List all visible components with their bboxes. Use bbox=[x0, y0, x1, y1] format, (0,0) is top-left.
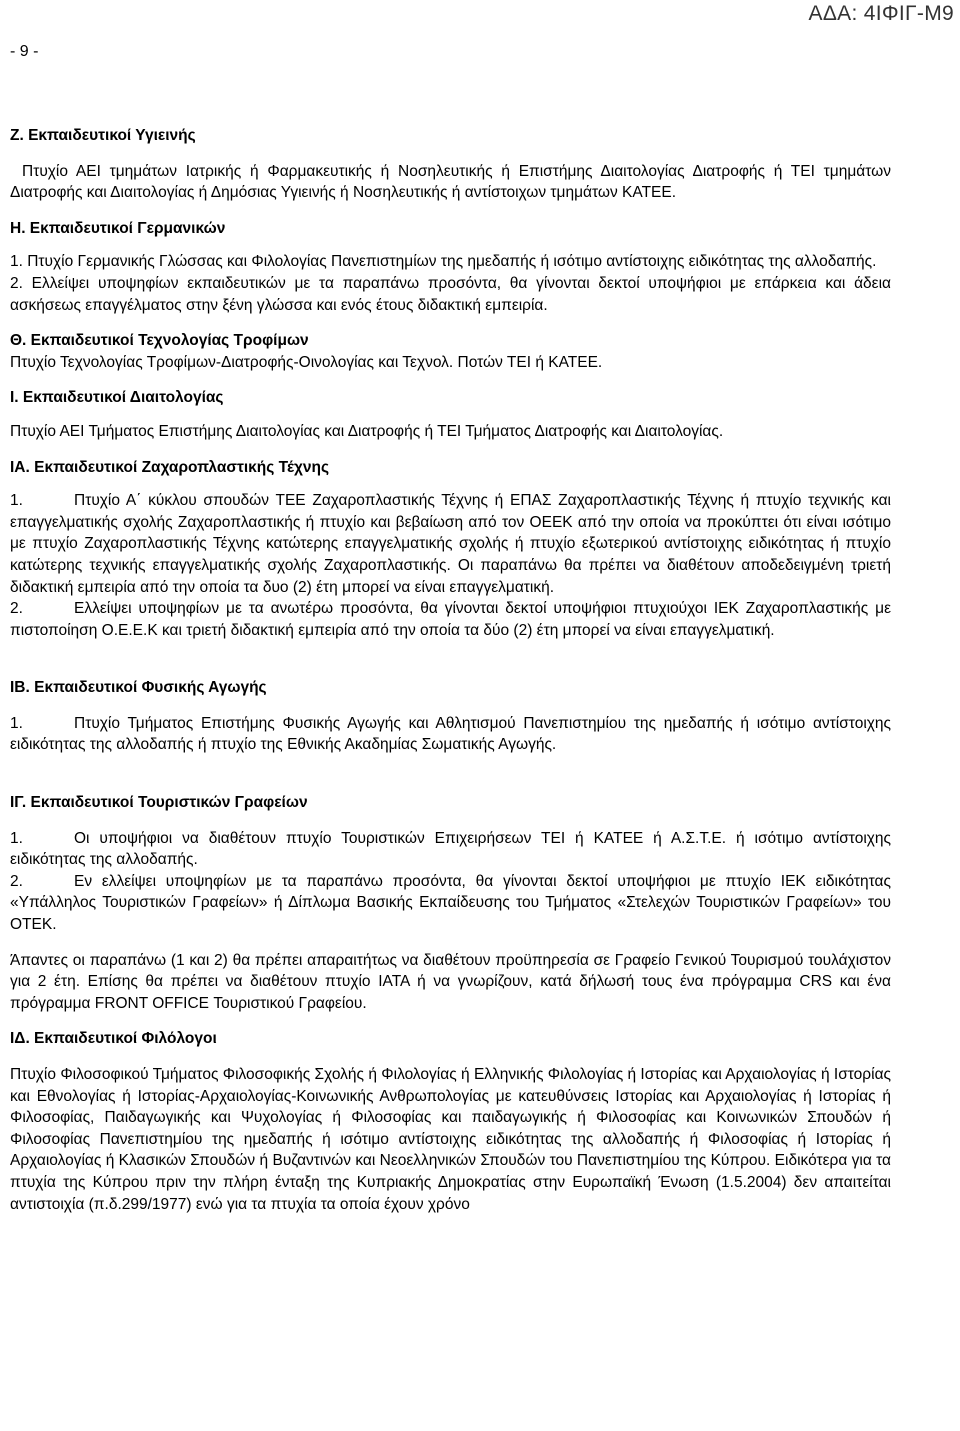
section-h-item-2: 2. Ελλείψει υποψηφίων εκπαιδευτικών με τα παραπάνω προσόντα, θα γίνονται δεκτοί υποψήφιοι με επάρκεια και άδεια ασκήσεως επαγγέλματος στην ξένη γλώσσα και ενός έτους διδακτική εμπειρία. bbox=[10, 274, 891, 314]
section-ib-item-1 bbox=[10, 713, 891, 756]
item-text: Εν ελλείψει υποψηφίων με τα παραπάνω προσόντα, θα γίνονται δεκτοί υποψήφιοι με πτυχίο ΙΕΚ ειδικότητας «Υπάλληλος Τουριστικών Γραφείων» ή Δίπλωμα Βασικής Εκπαίδευσης του Τμήματος «Στελεχών Τουριστικών Γραφείων» του ΟΤΕΚ. bbox=[10, 872, 891, 934]
section-title-ia: ΙΑ. Εκπαιδευτικοί Ζαχαροπλαστικής Τέχνης bbox=[10, 458, 330, 476]
item-number: 1. bbox=[10, 829, 23, 847]
item-number: 2. bbox=[10, 600, 23, 618]
section-text-z: Πτυχίο ΑΕΙ τμημάτων Ιατρικής ή Φαρμακευτικής ή Νοσηλευτικής ή Επιστήμης Διαιτολογίας Διατροφής ή ΤΕΙ τμημάτων Διατροφής και Διαιτολογίας ή Δημόσιας Υγιεινής ή Νοσηλευτικής ή αντίστοιχων τμημάτων ΚΑΤΕΕ. bbox=[10, 162, 891, 202]
item-text: Ελλείψει υποψηφίων με τα ανωτέρω προσόντα, θα γίνονται δεκτοί υποψήφιοι πτυχιούχοι ΙΕΚ Ζαχαροπλαστικής με πιστοποίηση Ο.Ε.Ε.Κ και τριετή διδακτική εμπειρία από την οποία τα δύο (2) έτη μπορεί να είναι επαγγελματική. bbox=[10, 600, 891, 639]
section-ig-note: Άπαντες οι παραπάνω (1 και 2) θα πρέπει απαραιτήτως να διαθέτουν προϋπηρεσία σε Γραφείο Γενικού Τουρισμού τουλάχιστον για 2 έτη. Επίσης θα πρέπει να διαθέτουν πτυχίο ΙΑΤΑ ή να γνωρίζουν, κατά δήλωσή τους ένα πρόγραμμα CRS και ένα πρόγραμμα FRONT OFFICE Τουριστικού Γραφείου. bbox=[10, 951, 891, 1012]
section-title-id: ΙΔ. Εκπαιδευτικοί Φιλόλογοι bbox=[10, 1030, 217, 1048]
item-text: Οι υποψήφιοι να διαθέτουν πτυχίο Τουριστικών Επιχειρήσεων ΤΕΙ ή ΚΑΤΕΕ ή Α.Σ.Τ.Ε. ή ισότιμο αντίστοιχης ειδικότητας της αλλοδαπής. bbox=[10, 829, 891, 869]
item-text: Πτυχίο Τμήματος Επιστήμης Φυσικής Αγωγής και Αθλητισμού Πανεπιστημίου της ημεδαπής ή ισότιμο αντίστοιχης ειδικότητας της αλλοδαπής ή πτυχίο της Εθνικής Ακαδημίας Σωματικής Αγωγής. bbox=[10, 714, 891, 754]
page-number: - 9 - bbox=[10, 43, 39, 60]
section-ig-item-2 bbox=[10, 871, 891, 936]
section-title-th: Θ. Εκπαιδευτικοί Τεχνολογίας Τροφίμων bbox=[10, 332, 309, 350]
document-body bbox=[10, 125, 891, 1215]
section-title-h: Η. Εκπαιδευτικοί Γερμανικών bbox=[10, 219, 226, 237]
item-number: 2. bbox=[10, 872, 23, 890]
section-text-th: Πτυχίο Τεχνολογίας Τροφίμων-Διατροφής-Οινολογίας και Τεχνολ. Ποτών ΤΕΙ ή ΚΑΤΕΕ. bbox=[10, 353, 603, 371]
section-ia-item-2 bbox=[10, 598, 891, 641]
section-title-i: Ι. Εκπαιδευτικοί Διαιτολογίας bbox=[10, 389, 224, 407]
section-ig-item-1 bbox=[10, 828, 891, 871]
section-title-ig: ΙΓ. Εκπαιδευτικοί Τουριστικών Γραφείων bbox=[10, 794, 308, 812]
ada-code: ΑΔΑ: 4ΙΦΙΓ-Μ9 bbox=[808, 2, 954, 25]
item-number: 1. bbox=[10, 492, 23, 510]
section-ia-item-1 bbox=[10, 490, 891, 598]
section-text-id: Πτυχίο Φιλοσοφικού Τμήματος Φιλοσοφικής Σχολής ή Φιλολογίας ή Ελληνικής Φιλολογίας ή Ιστορίας και Αρχαιολογίας ή Ιστορίας και Εθνολογίας ή Ιστορίας-Αρχαιολογίας-Κοινωνικής Ανθρωπολογίας με κατευθύνσεις Ιστορίας και Αρχαιολογίας ή Ιστορίας ή Φιλοσοφίας, Παιδαγωγικής και Ψυχολογίας ή Φιλοσοφίας και παιδαγωγικής ή Φιλοσοφίας και Κοινωνικών Σπουδών ή Φιλοσοφίας Πανεπιστημίου της ημεδαπής ή ισότιμο αντίστοιχης ειδικότητας της αλλοδαπής ή Φιλοσοφίας ή Ιστορίας ή Αρχαιολογίας ή Κλασικών Σπουδών ή Βυζαντινών και Νεοελληνικών Σπουδών του Πανεπιστημίου της Κύπρου. Ειδικότερα για τα πτυχία της Κύπρου πριν την πλήρη ένταξη της Κυπριακής Δημοκρατίας στην Ευρωπαϊκή Ένωση (1.5.2004) δεν απαιτείται αντιστοιχία (π.δ.299/1977) ενώ για τα πτυχία τα οποία έχουν χρόνο bbox=[10, 1066, 891, 1213]
section-title-ib: ΙΒ. Εκπαιδευτικοί Φυσικής Αγωγής bbox=[10, 679, 267, 697]
item-number: 1. bbox=[10, 714, 23, 732]
section-text-i: Πτυχίο ΑΕΙ Τμήματος Επιστήμης Διαιτολογίας και Διατροφής ή ΤΕΙ Τμήματος Διατροφής και Διαιτολογίας. bbox=[10, 422, 724, 440]
section-h-item-1: 1. Πτυχίο Γερμανικής Γλώσσας και Φιλολογίας Πανεπιστημίων της ημεδαπής ή ισότιμο αντίστοιχης ειδικότητας της αλλοδαπής. bbox=[10, 253, 877, 271]
item-text: Πτυχίο Α΄ κύκλου σπουδών ΤΕΕ Ζαχαροπλαστικής Τέχνης ή ΕΠΑΣ Ζαχαροπλαστικής Τέχνης ή πτυχίο τεχνικής και επαγγελματικής σχολής Ζαχαροπλαστικής ή πτυχίο και βεβαίωση από τον ΟΕΕΚ από την οποία να προκύπτει ότι είναι ισότιμο με πτυχίο Ζαχαροπλαστικής Τέχνης κατώτερης επαγγελματικής σχολής ή πτυχίο εξωτερικού αντίστοιχης ειδικότητας ή πτυχίο κατώτερης τεχνικής επαγγελματικής σχολής Ζαχαροπλαστικής. Οι παραπάνω θα πρέπει να διαθέτουν αποδεδειγμένη τριετή διδακτική εμπειρία από την οποία τα δυο (2) έτη μπορεί να είναι επαγγελματική. bbox=[10, 492, 891, 596]
section-title-z: Ζ. Εκπαιδευτικοί Υγιεινής bbox=[10, 127, 196, 144]
